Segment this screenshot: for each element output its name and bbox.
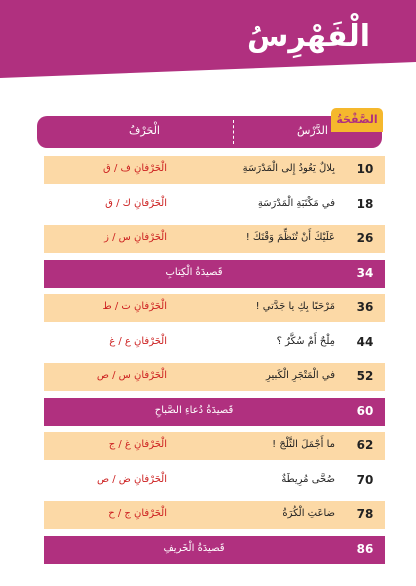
table-row[interactable] bbox=[44, 329, 385, 357]
table-row[interactable] bbox=[44, 432, 385, 460]
page-number: 78 bbox=[356, 507, 374, 521]
letters-label: الْحَرْفانِ ج / ح bbox=[108, 508, 167, 519]
lesson-title: عَلَيْكَ أَنْ تُنَظِّمَ وَقْتَكَ ! bbox=[245, 232, 335, 243]
poem-row[interactable] bbox=[44, 536, 385, 564]
page-number: 10 bbox=[356, 162, 374, 176]
poem-row[interactable] bbox=[44, 260, 385, 288]
table-row[interactable] bbox=[44, 467, 385, 495]
lesson-title: مَرْحَبًا بِكِ يا جَدَّتي ! bbox=[255, 301, 335, 312]
lesson-title: ضاعَتِ الْكُرَةُ bbox=[282, 508, 335, 519]
page-number: 86 bbox=[356, 541, 374, 556]
letters-label: الْحَرْفانِ ع / غ bbox=[109, 335, 167, 347]
letters-label: الْحَرْفانِ ت / ط bbox=[102, 301, 167, 312]
poem-title: قَصيدَةُ دُعاءِ الصَّباحِ bbox=[154, 404, 234, 416]
lesson-title: ما أَجْمَلَ الثَّلْجَ ! bbox=[272, 439, 335, 450]
header-divider bbox=[233, 120, 234, 144]
letters-label: الْحَرْفانِ ض / ص bbox=[96, 473, 167, 485]
page-number: 60 bbox=[356, 403, 374, 418]
lesson-column-header: الدَّرْسُ bbox=[297, 124, 328, 137]
page-number: 52 bbox=[356, 369, 374, 383]
table-row[interactable] bbox=[44, 156, 385, 184]
lesson-title: مِلْحٌ أَمْ سُكَّرٌ ؟ bbox=[276, 335, 335, 347]
poem-row[interactable] bbox=[44, 398, 385, 426]
letters-label: الْحَرْفانِ س / ز bbox=[104, 232, 167, 243]
page-number: 26 bbox=[356, 231, 374, 245]
page-title: الْفَهْرِسُ bbox=[246, 19, 370, 54]
table-row[interactable] bbox=[44, 191, 385, 219]
letters-label: الْحَرْفانِ س / ص bbox=[96, 370, 167, 381]
lesson-title: في مَكْتَبَةِ الْمَدْرَسَةِ bbox=[257, 197, 335, 209]
letters-label: الْحَرْفانِ ف / ق bbox=[103, 163, 167, 174]
poem-title: قَصيدَةُ الْكِتابِ bbox=[165, 266, 223, 278]
lesson-title: في الْمَتْجَرِ الْكَبيرِ bbox=[266, 370, 335, 381]
table-row[interactable] bbox=[44, 294, 385, 322]
poem-title: قَصيدَةُ الْخَريفِ bbox=[163, 542, 225, 554]
letters-label: الْحَرْفانِ غ / ج bbox=[108, 439, 167, 450]
page-number: 18 bbox=[356, 196, 374, 211]
lesson-title: بِلالٌ يَعُودُ إِلى الْمَدْرَسَةِ bbox=[242, 163, 335, 174]
page-number: 36 bbox=[356, 300, 374, 314]
table-row[interactable] bbox=[44, 501, 385, 529]
contents-list bbox=[44, 156, 385, 570]
page-number: 34 bbox=[356, 265, 374, 280]
table-row[interactable] bbox=[44, 363, 385, 391]
letters-label: الْحَرْفانِ ك / ق bbox=[105, 197, 167, 209]
page-number: 62 bbox=[356, 438, 374, 452]
page-number: 70 bbox=[356, 472, 374, 487]
page-column-header: الصَّفْحَةُ bbox=[331, 108, 383, 132]
page-number: 44 bbox=[356, 334, 374, 349]
letters-column-header: الْحَرْفُ bbox=[129, 124, 160, 137]
lesson-title: صُحَّى مُرِيطَةٌ bbox=[281, 473, 335, 485]
table-row[interactable] bbox=[44, 225, 385, 253]
